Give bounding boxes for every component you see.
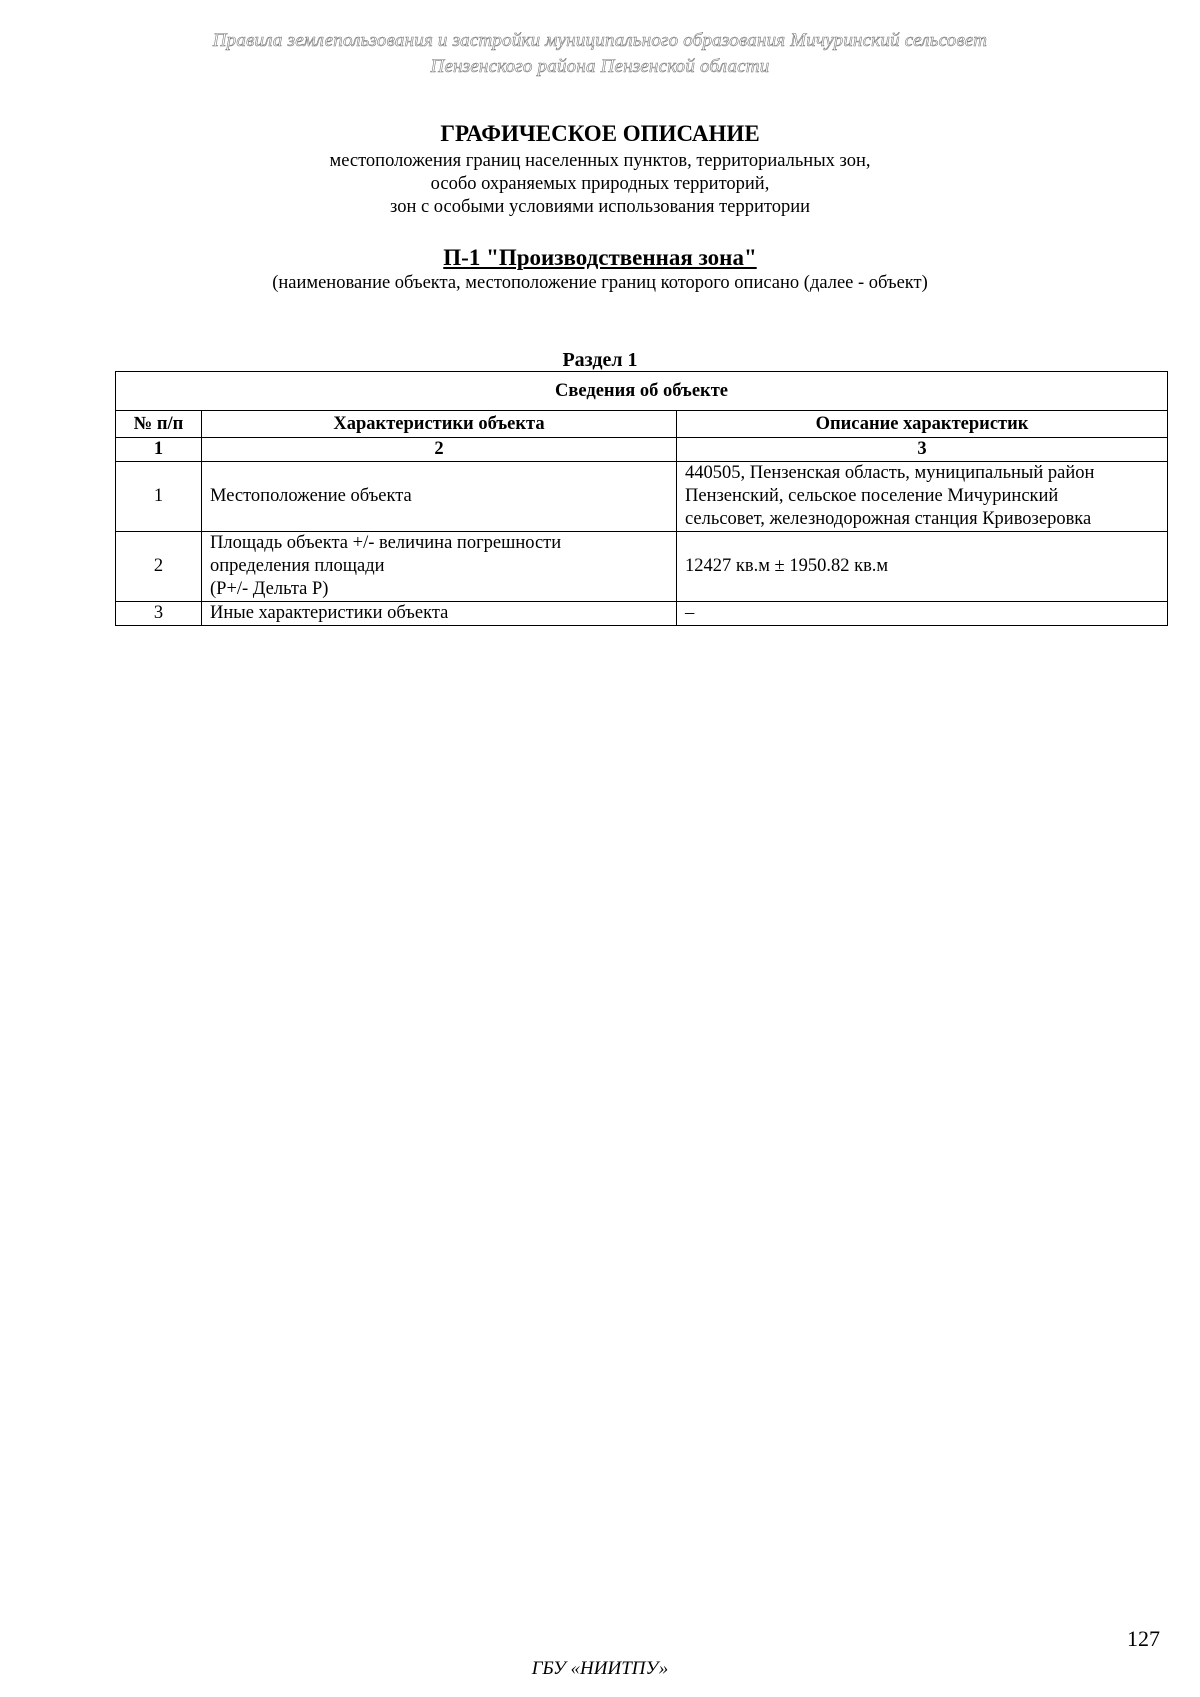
column-number-2: 2 xyxy=(202,438,677,462)
table-header-row xyxy=(116,411,1168,438)
column-number-1: 1 xyxy=(116,438,202,462)
table-row xyxy=(116,532,1168,602)
row-characteristic-line: Иные характеристики объекта xyxy=(210,603,449,623)
row-description-line: 440505, Пензенская область, муниципальный район xyxy=(685,463,1095,483)
row-description-line: сельсовет, железнодорожная станция Кривозеровка xyxy=(685,509,1092,529)
row-number: 3 xyxy=(116,602,202,626)
row-characteristic-line: определения площади xyxy=(210,556,385,576)
document-subtitle xyxy=(0,150,1200,219)
running-header xyxy=(0,28,1200,80)
object-name-text: П-1 "Производственная зона" xyxy=(443,245,757,270)
table-row xyxy=(116,602,1168,626)
header-description: Описание характеристик xyxy=(677,411,1168,438)
running-header-line-1: Правила землепользования и застройки муниципального образования Мичуринский сельсовет xyxy=(212,30,988,51)
row-description xyxy=(677,462,1168,532)
row-number: 1 xyxy=(116,462,202,532)
column-number-row xyxy=(116,438,1168,462)
row-description-line: Пензенский, сельское поселение Мичуринский xyxy=(685,486,1059,506)
row-characteristic xyxy=(202,532,677,602)
header-num: № п/п xyxy=(116,411,202,438)
subtitle-line-2: особо охраняемых природных территорий, xyxy=(430,174,770,194)
table-caption: Сведения об объекте xyxy=(116,372,1168,411)
row-description xyxy=(677,602,1168,626)
row-description-line: 12427 кв.м ± 1950.82 кв.м xyxy=(685,556,889,576)
column-number-3: 3 xyxy=(677,438,1168,462)
object-info-table xyxy=(115,371,1168,626)
subtitle-line-1: местоположения границ населенных пунктов, территориальных зон, xyxy=(329,151,871,171)
row-characteristic-line: Местоположение объекта xyxy=(210,486,412,506)
row-characteristic xyxy=(202,602,677,626)
running-header-line-2: Пензенского района Пензенской области xyxy=(430,56,770,77)
row-characteristic xyxy=(202,462,677,532)
row-description-line: – xyxy=(685,603,695,623)
header-characteristic: Характеристики объекта xyxy=(202,411,677,438)
subtitle-line-3: зон с особыми условиями использования территории xyxy=(390,197,810,217)
document-title: ГРАФИЧЕСКОЕ ОПИСАНИЕ xyxy=(440,121,760,146)
row-description xyxy=(677,532,1168,602)
row-characteristic-line: Площадь объекта +/- величина погрешности xyxy=(210,533,562,553)
row-characteristic-line: (P+/- Дельта P) xyxy=(210,579,329,599)
object-name-caption: (наименование объекта, местоположение границ которого описано (далее - объект) xyxy=(272,273,928,293)
page-number: 127 xyxy=(1127,1626,1160,1651)
section-title: Раздел 1 xyxy=(562,349,638,371)
row-number: 2 xyxy=(116,532,202,602)
table-caption-row xyxy=(116,372,1168,411)
object-name xyxy=(0,244,1200,272)
table-row xyxy=(116,462,1168,532)
footer-organization: ГБУ «НИИТПУ» xyxy=(531,1658,669,1679)
